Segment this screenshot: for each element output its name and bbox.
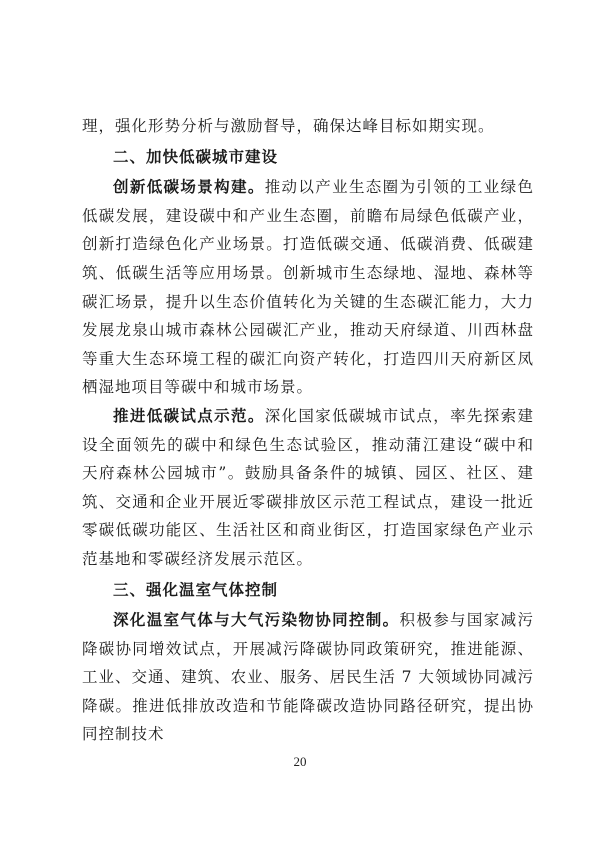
paragraph-lead: 推进低碳试点示范。 [113,406,265,425]
intro-paragraph [82,112,534,141]
page-number: 20 [293,754,307,769]
paragraph-body: 深化国家低碳城市试点，率先探索建设全面领先的碳中和绿色生态试验区，推动蒲江建设“碳中和天府森林公园城市”。鼓励具备条件的城镇、园区、社区、建筑、交通和企业开展近零碳排放区示范工程试点，建设一批近零碳低碳功能区、生活社区和商业街区，打造国家绿色产业示范基地和零碳经济发展示范区。 [82,406,534,568]
paragraph-body: 积极参与国家减污降碳协同增效试点，开展减污降碳协同政策研究，推进能源、工业、交通、建筑、农业、服务、居民生活 7 大领域协同减污降碳。推进低排放改造和节能降碳改造协同路径研究，提出协同控制技术 [82,611,534,744]
paragraph-low-carbon-pilots [82,402,534,574]
paragraph-lead: 创新低碳场景构建。 [113,178,265,197]
paragraph-lead: 深化温室气体与大气污染物协同控制。 [113,611,400,630]
section-heading-low-carbon-city: 二、加快低碳城市建设 [113,147,279,166]
section-heading-ghg-control: 三、强化温室气体控制 [113,580,279,599]
paragraph-ghg-pollutant-control [82,606,534,749]
paragraph-body: 推动以产业生态圈为引领的工业绿色低碳发展，建设碳中和产业生态圈，前瞻布局绿色低碳产业，创新打造绿色化产业场景。打造低碳交通、低碳消费、低碳建筑、低碳生活等应用场景。创新城市生态绿地、湿地、森林等碳汇场景，提升以生态价值转化为关键的生态碳汇能力，大力发展龙泉山城市森林公园碳汇产业，推动天府绿道、川西林盘等重大生态环境工程的碳汇向资产转化，打造四川天府新区凤栖湿地项目等碳中和城市场景。 [82,178,534,397]
paragraph-low-carbon-scenarios [82,173,534,402]
intro-text: 理，强化形势分析与激励督导，确保达峰目标如期实现。 [82,117,495,135]
document-body [82,112,534,749]
